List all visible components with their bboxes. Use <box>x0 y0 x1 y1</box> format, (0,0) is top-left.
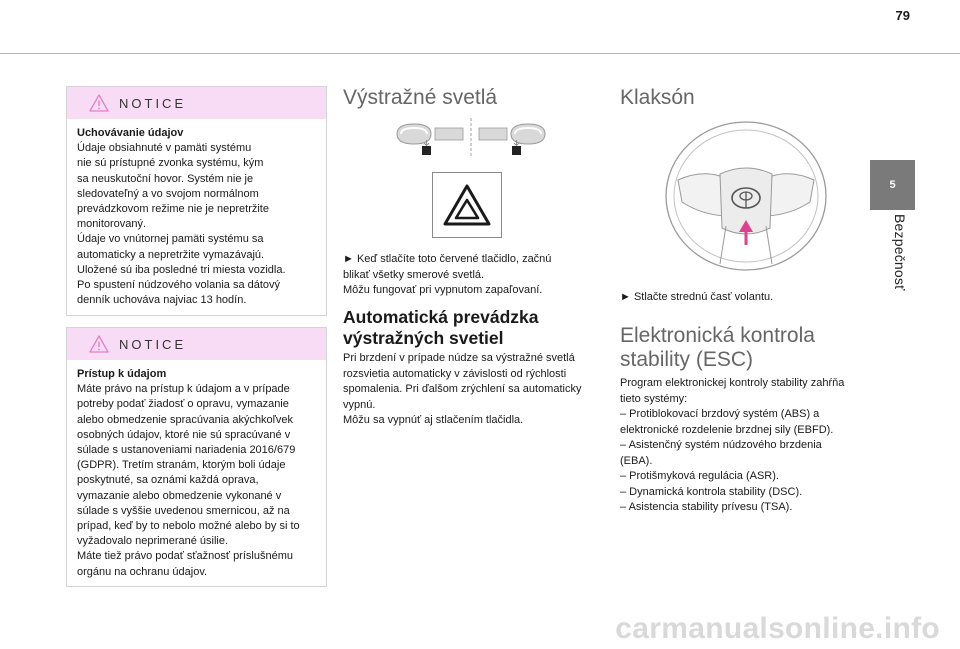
text-line: tieto systémy: <box>620 392 688 405</box>
page-number: 79 <box>895 8 910 23</box>
warning-lights-instruction <box>343 252 603 299</box>
notice-heading: Uchovávanie údajov <box>77 127 184 139</box>
hazard-button-marker <box>512 146 521 155</box>
title-line: Automatická prevádzka <box>343 307 539 327</box>
text-line: – Protiblokovací brzdový systém (ABS) a <box>620 408 820 420</box>
header-rule <box>0 53 960 54</box>
notice-header <box>67 328 326 360</box>
section-title-warning-lights: Výstražné svetlá <box>343 86 498 109</box>
title-line: Elektronická kontrola <box>620 324 815 347</box>
notice-line: osobných údajov, ktoré nie sú spracúvané v <box>77 428 291 441</box>
text-line: Môžu fungovať pri vypnutom zapaľovaní. <box>343 284 543 296</box>
notice-title: NOTICE <box>119 336 187 352</box>
text-line: rozsvietia automaticky v závislosti od rýchlosti <box>343 367 567 380</box>
notice-heading: Prístup k údajom <box>77 368 167 380</box>
text-line: – Asistencia stability prívesu (TSA). <box>620 501 793 513</box>
notice-line: vyžadovalo neprimerané úsilie. <box>77 535 229 548</box>
notice-line: Údaje vo vnútornej pamäti systému sa <box>77 233 264 246</box>
notice-line: prípad, keď by to nebolo možné alebo by si to <box>77 520 300 533</box>
notice-line: Máte právo na prístup k údajom a v prípade <box>77 383 290 396</box>
notice-line: sa neuskutoční hovor. Systém nie je <box>77 172 254 185</box>
warning-triangle-icon <box>89 335 109 353</box>
steering-wheel-icon <box>666 122 826 270</box>
notice-line: Údaje obsiahnuté v pamäti systému <box>77 142 252 155</box>
title-line: výstražných svetiel <box>343 328 504 348</box>
notice-line: nie sú prístupné zvonka systému, kým <box>77 157 264 170</box>
steering-wheel-horn-illustration <box>660 118 832 274</box>
text-line: elektronické rozdelenie brzdnej sily (EBFD). <box>620 423 834 436</box>
esc-text <box>620 376 865 516</box>
notice-body <box>67 360 326 588</box>
notice-line: (GDPR). Tretím stranám, ktorým boli údaje <box>77 459 286 472</box>
text-line: spomalenia. Pri ďalšom zrýchlení sa automaticky <box>343 383 582 395</box>
text-line: (EBA). <box>620 454 653 467</box>
notice-line: Po spustení núdzového volania sa dátový <box>77 279 281 292</box>
text-line: – Dynamická kontrola stability (DSC). <box>620 485 803 498</box>
notice-box-data-access <box>66 327 327 587</box>
notice-title: NOTICE <box>119 95 187 111</box>
text-line: Pri brzdení v prípade núdze sa výstražné svetlá <box>343 352 575 364</box>
notice-line: potreby podať žiadosť o opravu, vymazanie <box>77 398 289 411</box>
notice-line: sledovateľný a vo svojom normálnom <box>77 187 259 200</box>
horn-instruction: ► Stlačte strednú časť volantu. <box>620 291 774 303</box>
notice-line: monitorovaný. <box>77 218 147 231</box>
notice-line: prevádzkovom režime nie je nepretržite <box>77 203 269 216</box>
notice-line: orgánu na ochranu údajov. <box>77 565 208 578</box>
notice-line: súlade s vyššie uvedenou smernicou, až na <box>77 504 290 517</box>
notice-line: súlade s ustanoveniami nariadenia 2016/679 <box>77 444 296 457</box>
notice-line: Máte tiež právo podať sťažnosť príslušnému <box>77 550 293 563</box>
notice-line: Uložené sú iba posledné tri miesta vozidla. <box>77 263 286 276</box>
watermark: carmanualsonline.info <box>615 612 940 645</box>
title-line: stability (ESC) <box>620 348 754 371</box>
section-title-auto-hazard <box>343 307 603 349</box>
notice-body <box>67 119 326 316</box>
notice-line: poskytnuté, sa oznámi každá oprava, <box>77 474 259 487</box>
hazard-triangle-icon <box>442 183 492 227</box>
text-line: vypnú. <box>343 398 376 411</box>
hazard-button-marker <box>422 146 431 155</box>
auto-hazard-text <box>343 351 605 429</box>
notice-line: automaticky a nepretržite vymazávajú. <box>77 248 265 261</box>
hazard-warning-symbol <box>432 172 502 238</box>
text-line: Môžu sa vypnúť aj stlačením tlačidla. <box>343 414 524 426</box>
text-line: ► Keď stlačíte toto červené tlačidlo, začnú <box>343 253 552 265</box>
chapter-label: Bezpečnosť <box>892 214 908 291</box>
section-title-horn: Klaksón <box>620 86 695 109</box>
warning-triangle-icon <box>89 94 109 112</box>
notice-box-data-storage <box>66 86 327 316</box>
steering-wheel-icon <box>397 124 431 144</box>
notice-line: vymazanie alebo obmedzenie vykonané v <box>77 489 282 502</box>
notice-line: alebo obmedzenie spracúvania akýchkoľvek <box>77 413 294 426</box>
hazard-button-location-illustration <box>392 116 550 160</box>
chapter-tab[interactable]: 5 <box>870 160 915 210</box>
text-line: – Protišmyková regulácia (ASR). <box>620 470 779 482</box>
notice-line: denník uchováva najviac 13 hodín. <box>77 294 247 307</box>
notice-header <box>67 87 326 119</box>
text-line: Program elektronickej kontroly stability zahŕňa <box>620 377 845 389</box>
section-title-esc <box>620 324 870 372</box>
text-line: blikať všetky smerové svetlá. <box>343 268 485 281</box>
text-line: – Asistenčný systém núdzového brzdenia <box>620 439 822 451</box>
